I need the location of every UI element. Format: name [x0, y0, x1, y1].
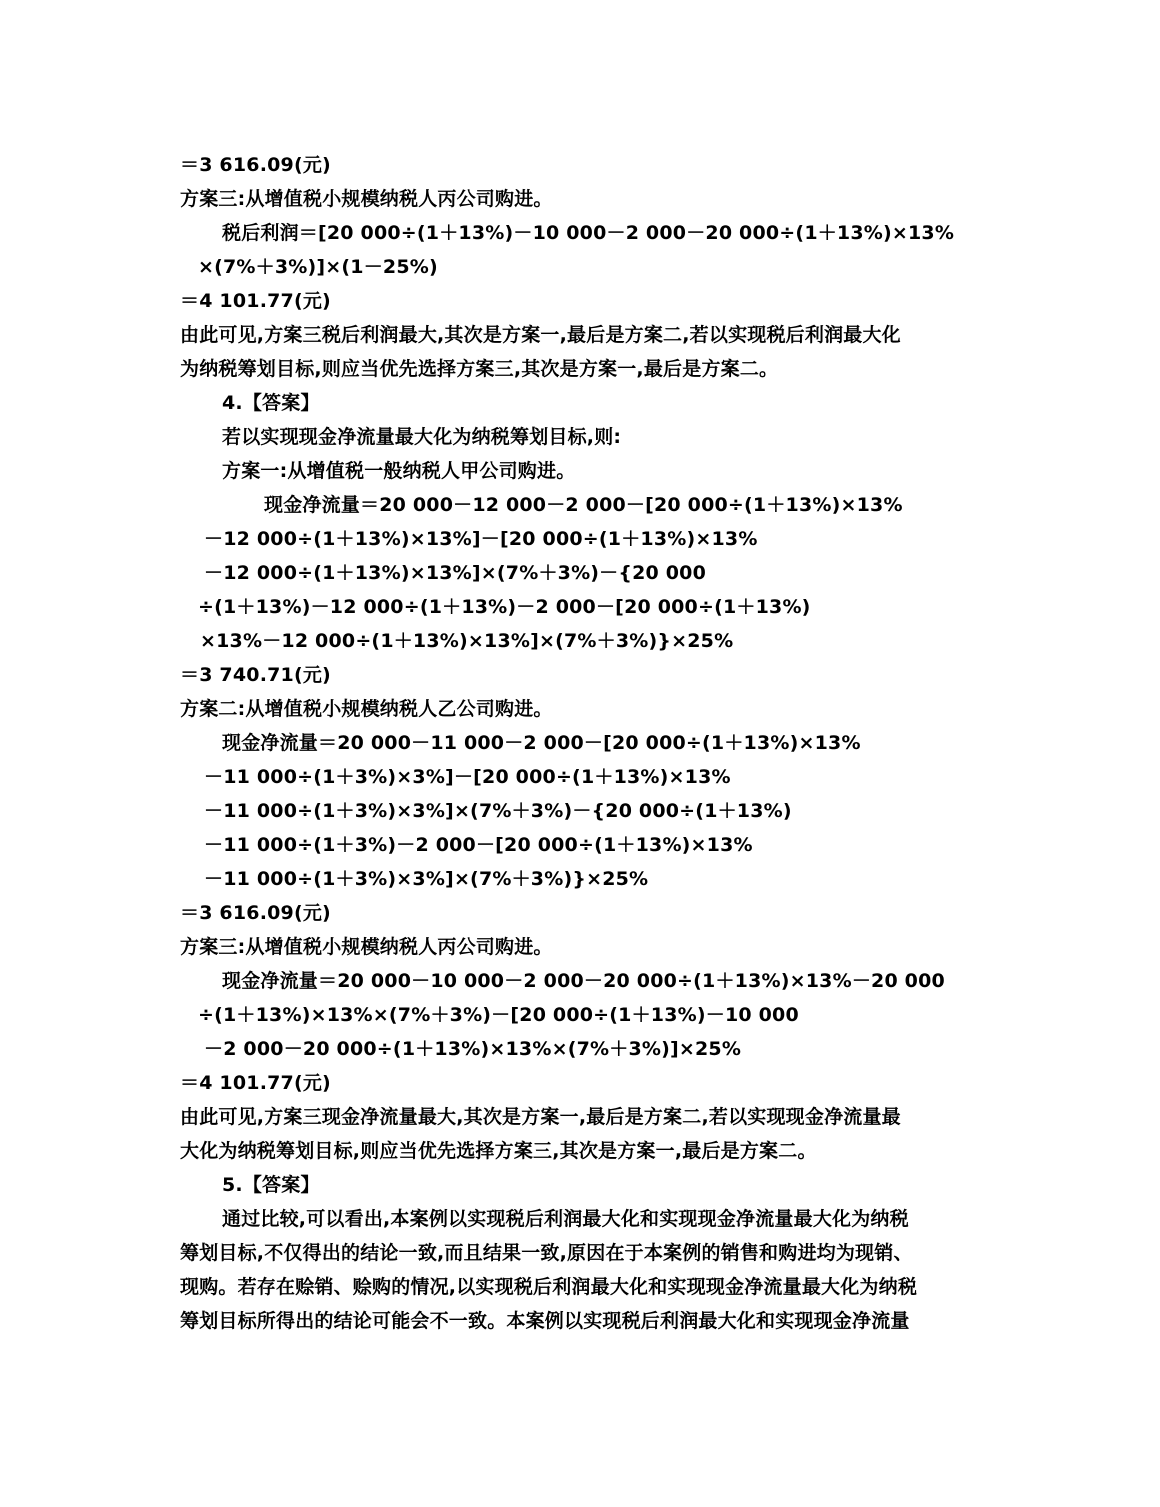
text-line: 方案二:从增值税小规模纳税人乙公司购进。	[180, 698, 553, 720]
text-line: －11 000÷(1＋3%)×3%]×(7%＋3%)}×25%	[204, 868, 649, 890]
text-line: 通过比较,可以看出,本案例以实现税后利润最大化和实现现金净流量最大化为纳税	[222, 1208, 909, 1230]
text-line: 税后利润＝[20 000÷(1＋13%)－10 000－2 000－20 000÷(1＋13%)×13%	[222, 222, 955, 244]
text-line: ÷(1＋13%)－12 000÷(1＋13%)－2 000－[20 000÷(1＋13%)	[198, 596, 811, 618]
text-line: 方案三:从增值税小规模纳税人丙公司购进。	[180, 188, 553, 210]
section-heading: 5.【答案】	[222, 1174, 320, 1196]
text-line: ＝3 740.71(元)	[180, 664, 331, 686]
text-line: －11 000÷(1＋3%)×3%]－[20 000÷(1＋13%)×13%	[204, 766, 731, 788]
text-line: －11 000÷(1＋3%)－2 000－[20 000÷(1＋13%)×13%	[204, 834, 753, 856]
text-line: 现金净流量＝20 000－12 000－2 000－[20 000÷(1＋13%)×13%	[264, 494, 903, 516]
text-line: 现购。若存在赊销、赊购的情况,以实现税后利润最大化和实现现金净流量最大化为纳税	[180, 1276, 918, 1298]
text-line: ×(7%＋3%)]×(1－25%)	[198, 256, 438, 278]
text-line: 现金净流量＝20 000－11 000－2 000－[20 000÷(1＋13%)×13%	[222, 732, 861, 754]
text-line: －12 000÷(1＋13%)×13%]×(7%＋3%)－{20 000	[204, 562, 707, 584]
text-line: 由此可见,方案三税后利润最大,其次是方案一,最后是方案二,若以实现税后利润最大化	[180, 324, 901, 346]
text-line: 大化为纳税筹划目标,则应当优先选择方案三,其次是方案一,最后是方案二。	[180, 1140, 817, 1162]
text-line: 为纳税筹划目标,则应当优先选择方案三,其次是方案一,最后是方案二。	[180, 358, 779, 380]
text-line: 现金净流量＝20 000－10 000－2 000－20 000÷(1＋13%)×13%－20 000	[222, 970, 945, 992]
text-line: 若以实现现金净流量最大化为纳税筹划目标,则:	[222, 426, 622, 448]
text-line: －11 000÷(1＋3%)×3%]×(7%＋3%)－{20 000÷(1＋13%)	[204, 800, 792, 822]
text-line: 筹划目标所得出的结论可能会不一致。本案例以实现税后利润最大化和实现现金净流量	[180, 1310, 910, 1332]
text-line: ＝4 101.77(元)	[180, 290, 331, 312]
text-line: ×13%－12 000÷(1＋13%)×13%]×(7%＋3%)}×25%	[200, 630, 734, 652]
text-line: 筹划目标,不仅得出的结论一致,而且结果一致,原因在于本案例的销售和购进均为现销、	[180, 1242, 913, 1264]
text-line: 方案三:从增值税小规模纳税人丙公司购进。	[180, 936, 553, 958]
text-line: ＝3 616.09(元)	[180, 902, 331, 924]
text-line: 由此可见,方案三现金净流量最大,其次是方案一,最后是方案二,若以实现现金净流量最	[180, 1106, 901, 1128]
text-line: ＝3 616.09(元)	[180, 154, 331, 176]
text-line: ＝4 101.77(元)	[180, 1072, 331, 1094]
text-line: －12 000÷(1＋13%)×13%]－[20 000÷(1＋13%)×13%	[204, 528, 758, 550]
text-line: ÷(1＋13%)×13%×(7%＋3%)－[20 000÷(1＋13%)－10 000	[198, 1004, 799, 1026]
text-line: －2 000－20 000÷(1＋13%)×13%×(7%＋3%)]×25%	[204, 1038, 742, 1060]
section-heading: 4.【答案】	[222, 392, 320, 414]
text-line: 方案一:从增值税一般纳税人甲公司购进。	[222, 460, 576, 482]
